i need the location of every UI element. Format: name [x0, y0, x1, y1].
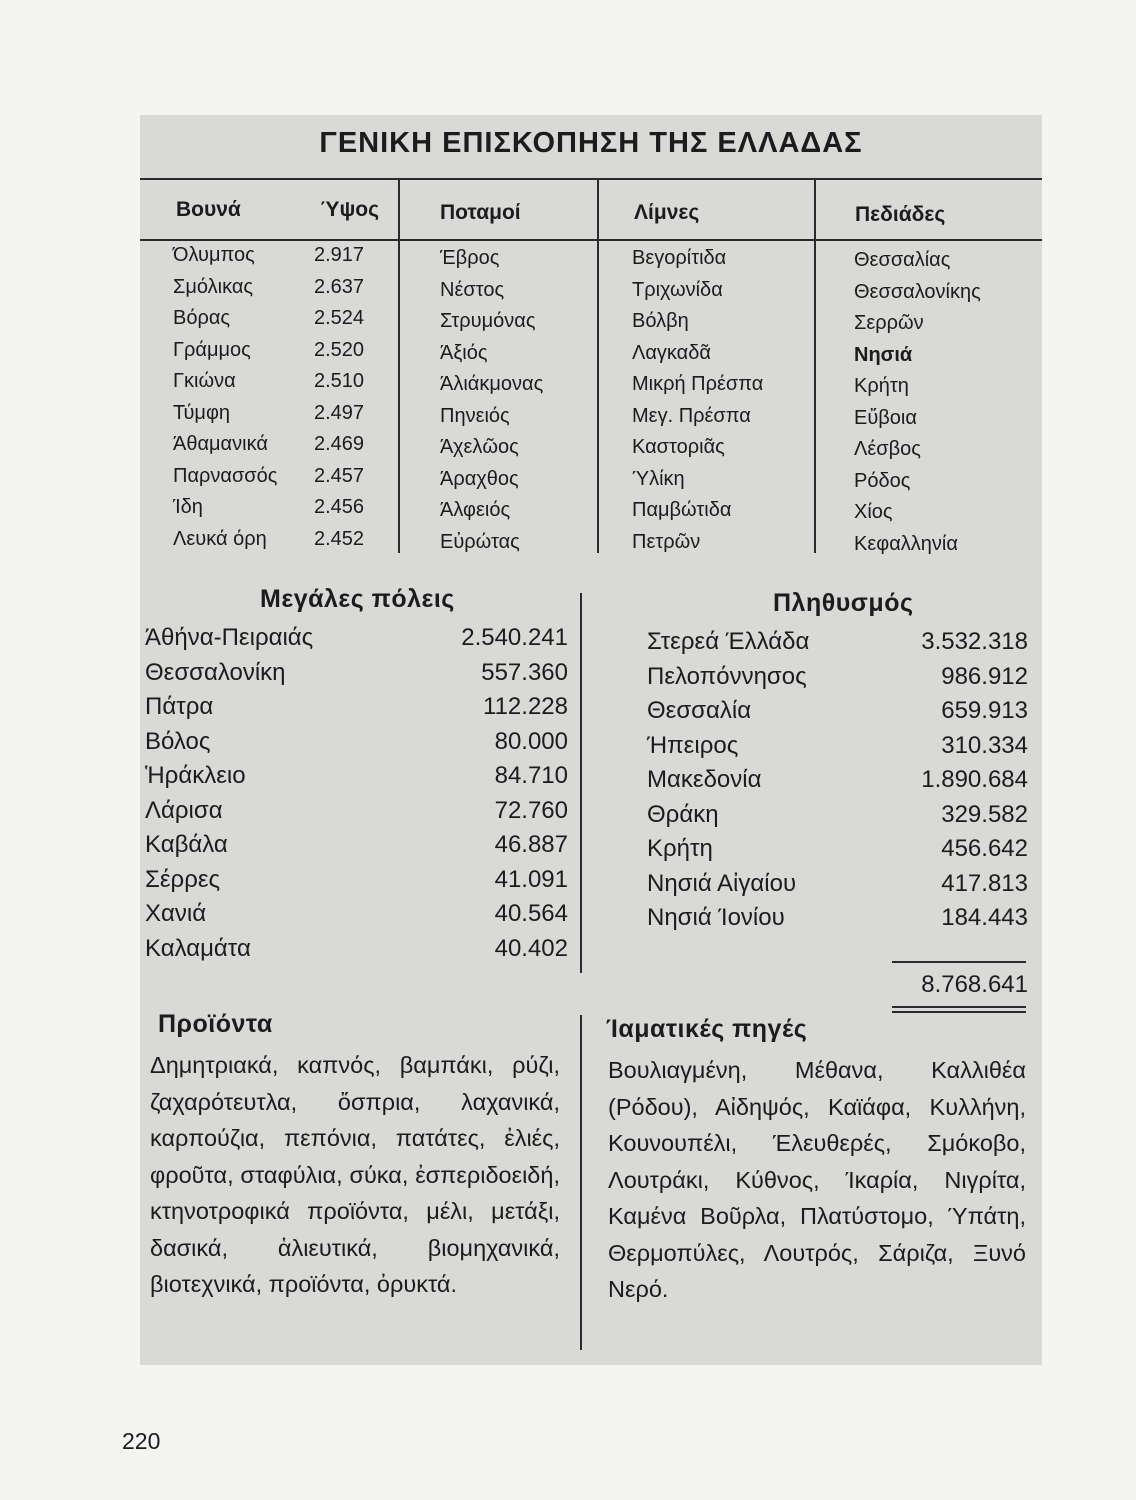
rivers-column	[440, 243, 543, 558]
list-item: Βεγορίτιδα	[632, 247, 727, 269]
list-item: 41.091	[494, 865, 568, 893]
list-item: Μακεδονία	[647, 766, 762, 793]
header-mountains: Βουνά	[176, 198, 241, 221]
list-item: 184.443	[941, 904, 1028, 931]
list-item: Ἡράκλειο	[145, 762, 246, 789]
list-item: Πελοπόννησος	[647, 662, 807, 690]
list-item: Πηνειός	[440, 404, 510, 427]
list-item: 2.457	[314, 464, 365, 487]
mountains-column	[173, 240, 277, 555]
list-item: Σέρρες	[145, 865, 221, 893]
list-item: Εὐρώτας	[440, 530, 520, 553]
list-item: Άθαμανικά	[173, 433, 268, 455]
list-item: Νησιά Αἰγαίου	[647, 869, 797, 897]
list-item: 2.510	[314, 370, 365, 392]
list-item: 72.760	[494, 796, 568, 824]
islands-header: Νησιά	[854, 343, 913, 366]
list-item: Ρόδος	[854, 469, 911, 492]
center-divider-lower	[580, 1015, 582, 1350]
list-item: Σερρῶν	[854, 312, 924, 334]
products-text: Δημητριακά, καπνός, βαμπάκι, ρύζι, ζαχαρότευτλα, ὄσπρια, λαχανικά, καρπούζια, πεπόνια, πατάτες, ἐλιές, φροῦτα, σταφύλια, σύκα, ἐσπεριδοειδή, κτηνοτροφικά προϊόντα, μέλι, μετάξι, δασικά, ἁλιευτικά, βιομηχανικά, βιοτεχνικά, προϊόντα, ὀρυκτά.	[150, 1052, 560, 1297]
list-item: Λευκά όρη	[173, 527, 267, 550]
list-item: 80.000	[494, 727, 568, 755]
list-item: 456.642	[941, 835, 1028, 862]
list-item: Άθήνα-Πειραιάς	[145, 624, 314, 651]
list-item: Χίος	[854, 501, 893, 523]
list-item: Άλφειός	[440, 499, 511, 521]
list-item: Πετρῶν	[632, 530, 701, 553]
list-item: Σμόλικας	[173, 275, 254, 298]
population-total-rule-2	[892, 1011, 1026, 1013]
header-plains: Πεδιάδες	[855, 203, 946, 226]
list-item: Καβάλα	[145, 831, 228, 858]
list-item: Νέστος	[440, 278, 505, 301]
list-item: Ήπειρος	[647, 731, 739, 759]
population-regions	[647, 625, 809, 936]
list-item: 2.524	[314, 307, 365, 329]
list-item: 46.887	[494, 831, 568, 858]
list-item: 84.710	[494, 762, 568, 789]
list-item: Άξιός	[440, 341, 488, 364]
population-sum-rule	[892, 961, 1026, 963]
list-item: Παμβώτιδα	[632, 499, 732, 521]
list-item: 659.913	[941, 697, 1028, 724]
population-total-rule-1	[892, 1006, 1026, 1008]
heights-column	[314, 240, 364, 555]
springs-text: Βουλιαγμένη, Μέθανα, Καλλιθέα (Ρόδου), Αἰδηψός, Καϊάφα, Κυλλήνη, Κουνουπέλι, Έλευθερές, Σμόκοβο, Λουτράκι, Κύθνος, Ίκαρία, Νιγρίτα, Καμένα Βοῦρλα, Πλατύστομο, Ύπάτη, Θερμοπύλες, Λουτρός, Σάριζα, Ξυνό Νερό.	[608, 1057, 1026, 1302]
list-item: 310.334	[941, 731, 1028, 759]
list-item: Θεσσαλία	[647, 697, 752, 724]
list-item: Χανιά	[145, 900, 207, 927]
list-item: Θεσσαλονίκης	[854, 280, 981, 303]
list-item: 1.890.684	[921, 766, 1028, 793]
list-item: 2.520	[314, 338, 365, 361]
list-item: Λαγκαδᾶ	[632, 341, 711, 364]
table-divider-1	[398, 179, 400, 553]
list-item: Όλυμπος	[173, 244, 255, 266]
list-item: 112.228	[483, 693, 568, 720]
plains-column	[854, 245, 981, 560]
list-item: 2.540.241	[461, 624, 568, 651]
list-item: 40.564	[494, 900, 568, 927]
list-item: Πάτρα	[145, 693, 214, 720]
list-item: Τριχωνίδα	[632, 278, 723, 301]
center-divider-upper	[580, 593, 582, 973]
list-item: 986.912	[941, 662, 1028, 690]
header-lakes: Λίμνες	[634, 201, 700, 224]
overview-panel	[140, 115, 1042, 1365]
header-rivers: Ποταμοί	[440, 201, 521, 224]
population-header: Πληθυσμός	[773, 589, 914, 617]
list-item: Νησιά Ίονίου	[647, 904, 785, 931]
list-item: Θεσσαλονίκη	[145, 658, 286, 686]
list-item: Θεσσαλίας	[854, 249, 951, 271]
list-item: Μικρή Πρέσπα	[632, 373, 764, 395]
list-item: Στρυμόνας	[440, 310, 536, 332]
list-item: Άραχθος	[440, 467, 519, 490]
list-item: 3.532.318	[921, 628, 1028, 655]
list-item: Άλιάκμονας	[440, 373, 544, 395]
list-item: Κρήτη	[854, 375, 909, 397]
cities-pops	[430, 621, 568, 966]
cities-names	[145, 621, 313, 966]
list-item: Βόλος	[145, 727, 211, 755]
list-item: 2.452	[314, 527, 365, 550]
page-title: ΓΕΝΙΚΗ ΕΠΙΣΚΟΠΗΣΗ ΤΗΣ ΕΛΛΑΔΑΣ	[319, 127, 863, 159]
list-item: 40.402	[494, 934, 568, 962]
list-item: 417.813	[941, 869, 1028, 897]
lakes-column	[632, 243, 763, 558]
list-item: 2.637	[314, 275, 365, 298]
list-item: Στερεά Έλλάδα	[647, 628, 810, 655]
cities-header: Μεγάλες πόλεις	[260, 585, 455, 613]
list-item: Βόρας	[173, 307, 231, 329]
list-item: Βόλβη	[632, 310, 689, 332]
list-item: Θράκη	[647, 800, 719, 828]
page-number: 220	[122, 1428, 161, 1454]
list-item: 2.456	[314, 496, 365, 518]
table-divider-2	[597, 179, 599, 553]
list-item: Ίδη	[173, 496, 203, 518]
population-total: 8.768.641	[921, 971, 1028, 998]
header-height: Ύψος	[320, 198, 380, 221]
list-item: Καλαμάτα	[145, 934, 251, 962]
list-item: 557.360	[481, 658, 568, 686]
list-item: Λέσβος	[854, 438, 921, 460]
list-item: Μεγ. Πρέσπα	[632, 404, 751, 427]
list-item: Καστοριᾶς	[632, 436, 725, 458]
list-item: 329.582	[941, 800, 1028, 828]
list-item: Έβρος	[440, 247, 500, 269]
table-top-rule	[140, 178, 1042, 180]
list-item: 2.497	[314, 401, 365, 424]
list-item: Κρήτη	[647, 835, 713, 862]
list-item: Λάρισα	[145, 796, 223, 824]
list-item: 2.917	[314, 244, 365, 266]
table-divider-3	[814, 179, 816, 553]
list-item: Παρνασσός	[173, 464, 278, 487]
list-item: Γράμμος	[173, 338, 251, 361]
list-item: Ύλίκη	[632, 467, 685, 490]
springs-header: Ίαματικές πηγές	[606, 1015, 808, 1043]
list-item: Κεφαλληνία	[854, 532, 958, 555]
population-values	[874, 625, 1028, 936]
list-item: 2.469	[314, 433, 365, 455]
products-header: Προϊόντα	[158, 1010, 273, 1038]
list-item: Άχελῶος	[440, 436, 519, 458]
list-item: Εὔβοια	[854, 406, 917, 429]
list-item: Γκιώνα	[173, 370, 236, 392]
list-item: Τύμφη	[173, 401, 231, 424]
